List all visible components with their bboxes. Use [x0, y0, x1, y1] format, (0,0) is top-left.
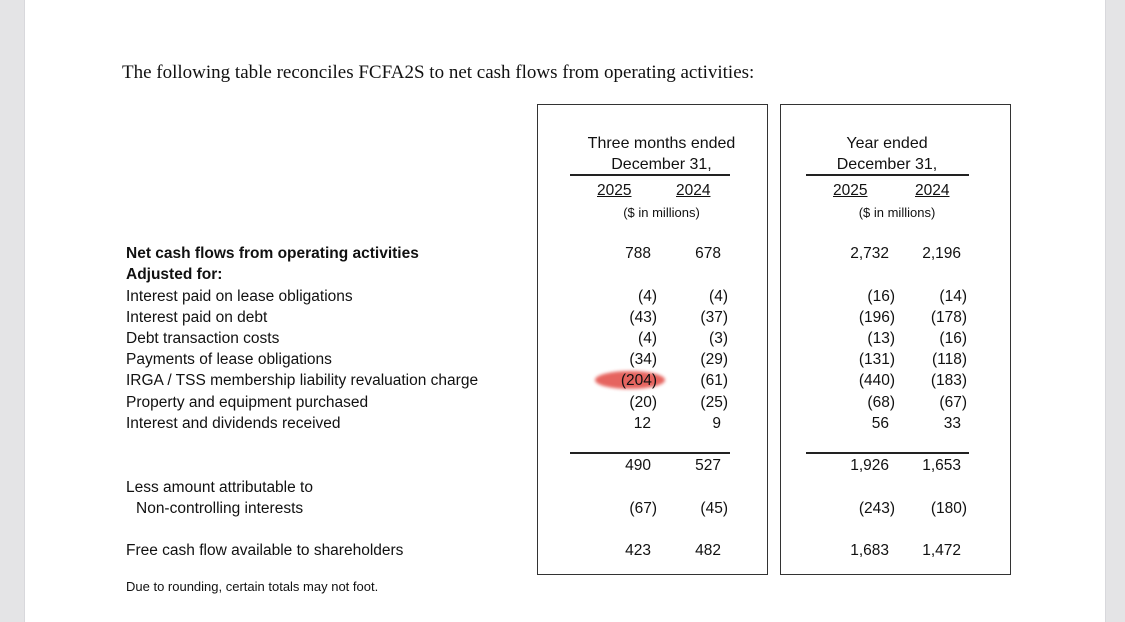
cell-q2025: 12	[633, 415, 651, 432]
fcf-q2024: 482	[695, 542, 721, 559]
cell-y2025: (440)	[858, 372, 895, 389]
year-ended-year-2024: 2024	[915, 182, 950, 199]
cell-y2024: (183)	[930, 372, 967, 389]
cell-y2025: (13)	[867, 330, 895, 347]
cell-q2025: (4)	[638, 288, 657, 305]
row-label-net-cash-flows: Net cash flows from operating activities	[126, 245, 419, 262]
cell-y2024: (118)	[931, 351, 967, 368]
cell-y2024: (67)	[939, 394, 967, 411]
row-label-adjusted-for: Adjusted for:	[126, 266, 223, 283]
subtotal-y2024: 1,653	[922, 457, 961, 474]
cell-q2025: (34)	[629, 351, 657, 368]
row-label-debt-transaction: Debt transaction costs	[126, 330, 280, 347]
row-label-irga-tss: IRGA / TSS membership liability revaluation charge	[126, 372, 479, 389]
cell-q2024: (29)	[700, 351, 728, 368]
fcf-y2024: 1,472	[922, 542, 961, 559]
three-months-year-2024: 2024	[676, 182, 711, 199]
cell-q2025: (204)	[620, 372, 657, 389]
cell-y2025: (131)	[858, 351, 895, 368]
cell-y2025: (196)	[858, 309, 895, 326]
intro-text: The following table reconciles FCFA2S to net cash flows from operating activities:	[122, 62, 755, 83]
subtotal-q2024: 527	[695, 457, 721, 474]
subtotal-rule-three-months	[570, 452, 730, 454]
row-label-property-equipment: Property and equipment purchased	[126, 394, 369, 411]
fcf-q2025: 423	[625, 542, 651, 559]
cell-y2025: (68)	[867, 394, 895, 411]
cell-q2024: (3)	[709, 330, 728, 347]
row-label-interest-lease: Interest paid on lease obligations	[126, 288, 353, 305]
year-ended-header-rule	[806, 174, 969, 176]
subtotal-rule-year-ended	[806, 452, 969, 454]
cell-q2024: (61)	[700, 372, 728, 389]
cell-q2025: (20)	[629, 394, 657, 411]
year-ended-unit: ($ in millions)	[858, 205, 936, 220]
subtotal-y2025: 1,926	[850, 457, 889, 474]
cell-q2025: (4)	[638, 330, 657, 347]
nci-label-line1: Less amount attributable to	[126, 479, 313, 496]
cell-q2024: (4)	[709, 288, 728, 305]
cell-y2024: 2,196	[922, 245, 961, 262]
cell-q2025: 788	[625, 245, 651, 262]
three-months-header-rule	[570, 174, 730, 176]
row-label-lease-payments: Payments of lease obligations	[126, 351, 332, 368]
nci-q2024: (45)	[700, 500, 728, 517]
rounding-footnote: Due to rounding, certain totals may not foot.	[126, 579, 379, 594]
cell-q2024: 9	[712, 415, 721, 432]
cell-y2025: 56	[871, 415, 889, 432]
fcf-y2025: 1,683	[850, 542, 889, 559]
subtotal-q2025: 490	[625, 457, 651, 474]
nci-label-line2: Non-controlling interests	[136, 500, 304, 517]
cell-y2024: (16)	[939, 330, 967, 347]
nci-y2025: (243)	[858, 500, 895, 517]
cell-y2025: (16)	[867, 288, 895, 305]
row-label-interest-debt: Interest paid on debt	[126, 309, 268, 326]
year-ended-year-2025: 2025	[833, 182, 868, 199]
row-label-interest-dividends: Interest and dividends received	[126, 415, 341, 432]
cell-y2024: (14)	[939, 288, 967, 305]
three-months-unit: ($ in millions)	[623, 205, 700, 220]
year-ended-header-line2: December 31,	[836, 156, 938, 173]
cell-q2024: 678	[695, 245, 721, 262]
cell-q2025: (43)	[629, 309, 657, 326]
cell-y2025: 2,732	[850, 245, 889, 262]
document-page	[24, 0, 1106, 622]
cell-q2024: (37)	[700, 309, 728, 326]
cell-y2024: (178)	[930, 309, 967, 326]
three-months-header-line2: December 31,	[611, 156, 712, 173]
three-months-year-2025: 2025	[597, 182, 632, 199]
year-ended-header-line1: Year ended	[846, 135, 928, 152]
nci-q2025: (67)	[629, 500, 657, 517]
three-months-header-line1: Three months ended	[587, 135, 736, 152]
fcf-label: Free cash flow available to shareholders	[126, 542, 404, 559]
cell-q2024: (25)	[700, 394, 728, 411]
cell-y2024: 33	[943, 415, 961, 432]
nci-y2024: (180)	[930, 500, 967, 517]
